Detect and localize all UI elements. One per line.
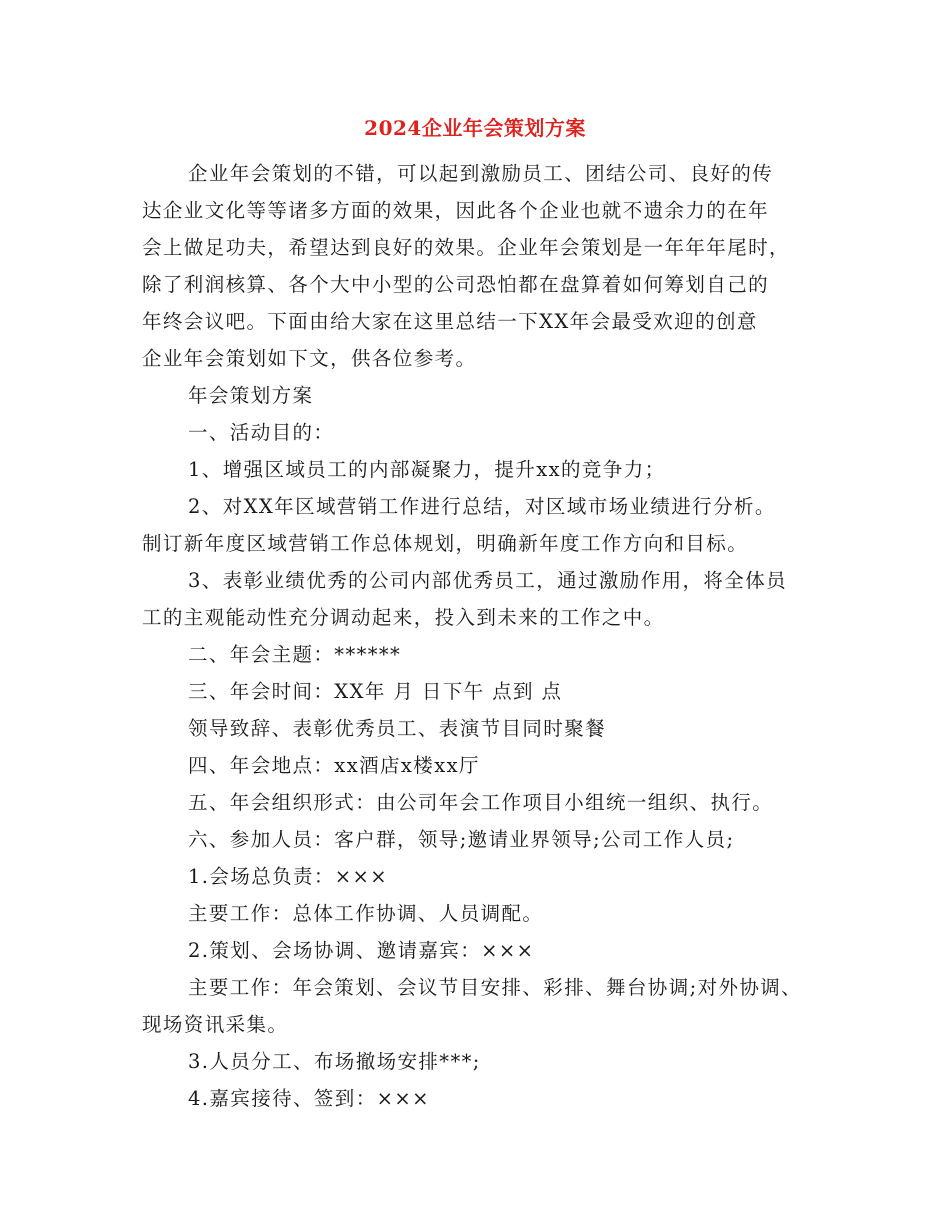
- text-line: 3、表彰业绩优秀的公司内部优秀员工，通过激励作用，将全体员: [188, 569, 788, 592]
- text-line: 除了利润核算、各个大中小型的公司恐怕都在盘算着如何筹划自己的: [142, 273, 770, 296]
- text-line: 工的主观能动性充分调动起来，投入到未来的工作之中。: [142, 606, 665, 629]
- text-line: 一、活动目的：: [188, 421, 335, 444]
- text-line: 企业年会策划的不错，可以起到激励员工、团结公司、良好的传: [188, 162, 774, 185]
- text-line: 四、年会地点：xx酒店x楼xx厅: [188, 754, 480, 777]
- text-line: 二、年会主题：******: [188, 643, 402, 666]
- text-line: 制订新年度区域营销工作总体规划，明确新年度工作方向和目标。: [142, 532, 749, 555]
- text-line: 主要工作：年会策划、会议节目安排、彩排、舞台协调;对外协调、: [188, 976, 803, 999]
- text-line: 五、年会组织形式：由公司年会工作项目小组统一组织、执行。: [188, 791, 774, 814]
- text-line: 主要工作：总体工作协调、人员调配。: [188, 902, 544, 925]
- text-line: 六、参加人员：客户群，领导;邀请业界领导;公司工作人员;: [188, 828, 735, 851]
- document-title: 2024企业年会策划方案: [364, 116, 586, 140]
- text-line: 达企业文化等等诸多方面的效果，因此各个企业也就不遗余力的在年: [142, 199, 770, 222]
- text-line: 4.嘉宾接待、签到：×××: [188, 1087, 430, 1110]
- text-line: 企业年会策划如下文，供各位参考。: [142, 347, 477, 370]
- text-line: 1、增强区域员工的内部凝聚力，提升xx的竞争力；: [188, 458, 666, 481]
- text-line: 3.人员分工、布场撤场安排***;: [188, 1050, 481, 1073]
- text-line: 1.会场总负责：×××: [188, 865, 389, 888]
- text-line: 年终会议吧。下面由给大家在这里总结一下XX年会最受欢迎的创意: [142, 310, 758, 333]
- document-body: [142, 155, 832, 1117]
- text-line: 2.策划、会场协调、邀请嘉宾：×××: [188, 939, 535, 962]
- text-line: 三、年会时间：XX年 月 日下午 点到 点: [188, 680, 563, 703]
- text-line: 会上做足功夫，希望达到良好的效果。企业年会策划是一年年年尾时，: [142, 236, 790, 259]
- text-line: 领导致辞、表彰优秀员工、表演节目同时聚餐: [188, 717, 607, 740]
- text-line: 年会策划方案: [188, 384, 314, 407]
- text-line: 2、对XX年区域营销工作进行总结，对区域市场业绩进行分析。: [188, 495, 776, 518]
- text-line: 现场资讯采集。: [142, 1013, 289, 1036]
